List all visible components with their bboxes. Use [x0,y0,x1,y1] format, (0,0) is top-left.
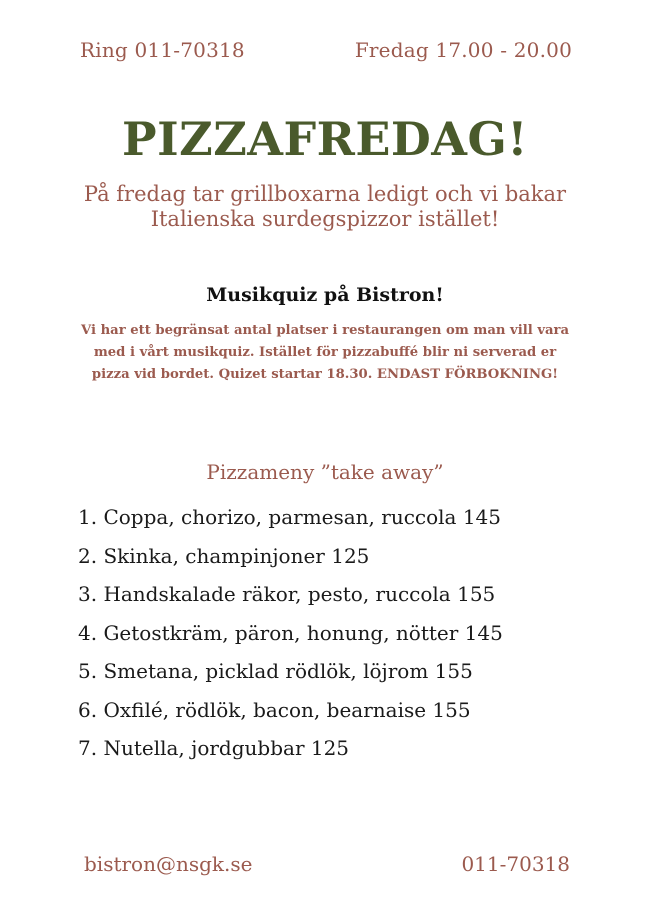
menu-item: 5. Smetana, picklad rödlök, löjrom 155 [78,659,473,683]
footer [84,852,570,876]
menu-item: 4. Getostkräm, päron, honung, nötter 145 [78,620,503,645]
menu-item: 1. Coppa, chorizo, parmesan, ruccola 145 [78,505,502,529]
menu-list [78,498,598,768]
footer-email[interactable]: bistron@nsgk.se [84,852,253,876]
menu-item: 3. Handskalade räkor, pesto, ruccola 155 [78,582,496,606]
footer-phone: 011-70318 [461,852,570,876]
page-title: PIZZAFREDAG! [122,112,528,166]
menu-heading: Pizzameny ”take away” [206,460,444,484]
menu-item: 6. Oxfilé, rödlök, bacon, bearnaise 155 [78,697,471,722]
quiz-heading: Musikquiz på Bistron! [206,284,444,306]
header-bar [80,38,572,62]
quiz-description: Vi har ett begränsat antal platser i restaurangen om man vill vara med i vårt musikquiz. Istället för pizzabuffé blir ni serverad er pizza vid bordet. Quizet startar 18.30. ENDAST FÖRBOKNING! [80,323,570,382]
menu-item: 2. Skinka, champinjoner 125 [78,543,370,568]
header-hours: Fredag 17.00 - 20.00 [354,38,572,62]
header-phone: Ring 011-70318 [80,38,245,62]
menu-item: 7. Nutella, jordgubbar 125 [78,736,350,760]
subtitle: På fredag tar grillboxarna ledigt och vi bakar Italienska surdegspizzor istället! [83,182,567,231]
